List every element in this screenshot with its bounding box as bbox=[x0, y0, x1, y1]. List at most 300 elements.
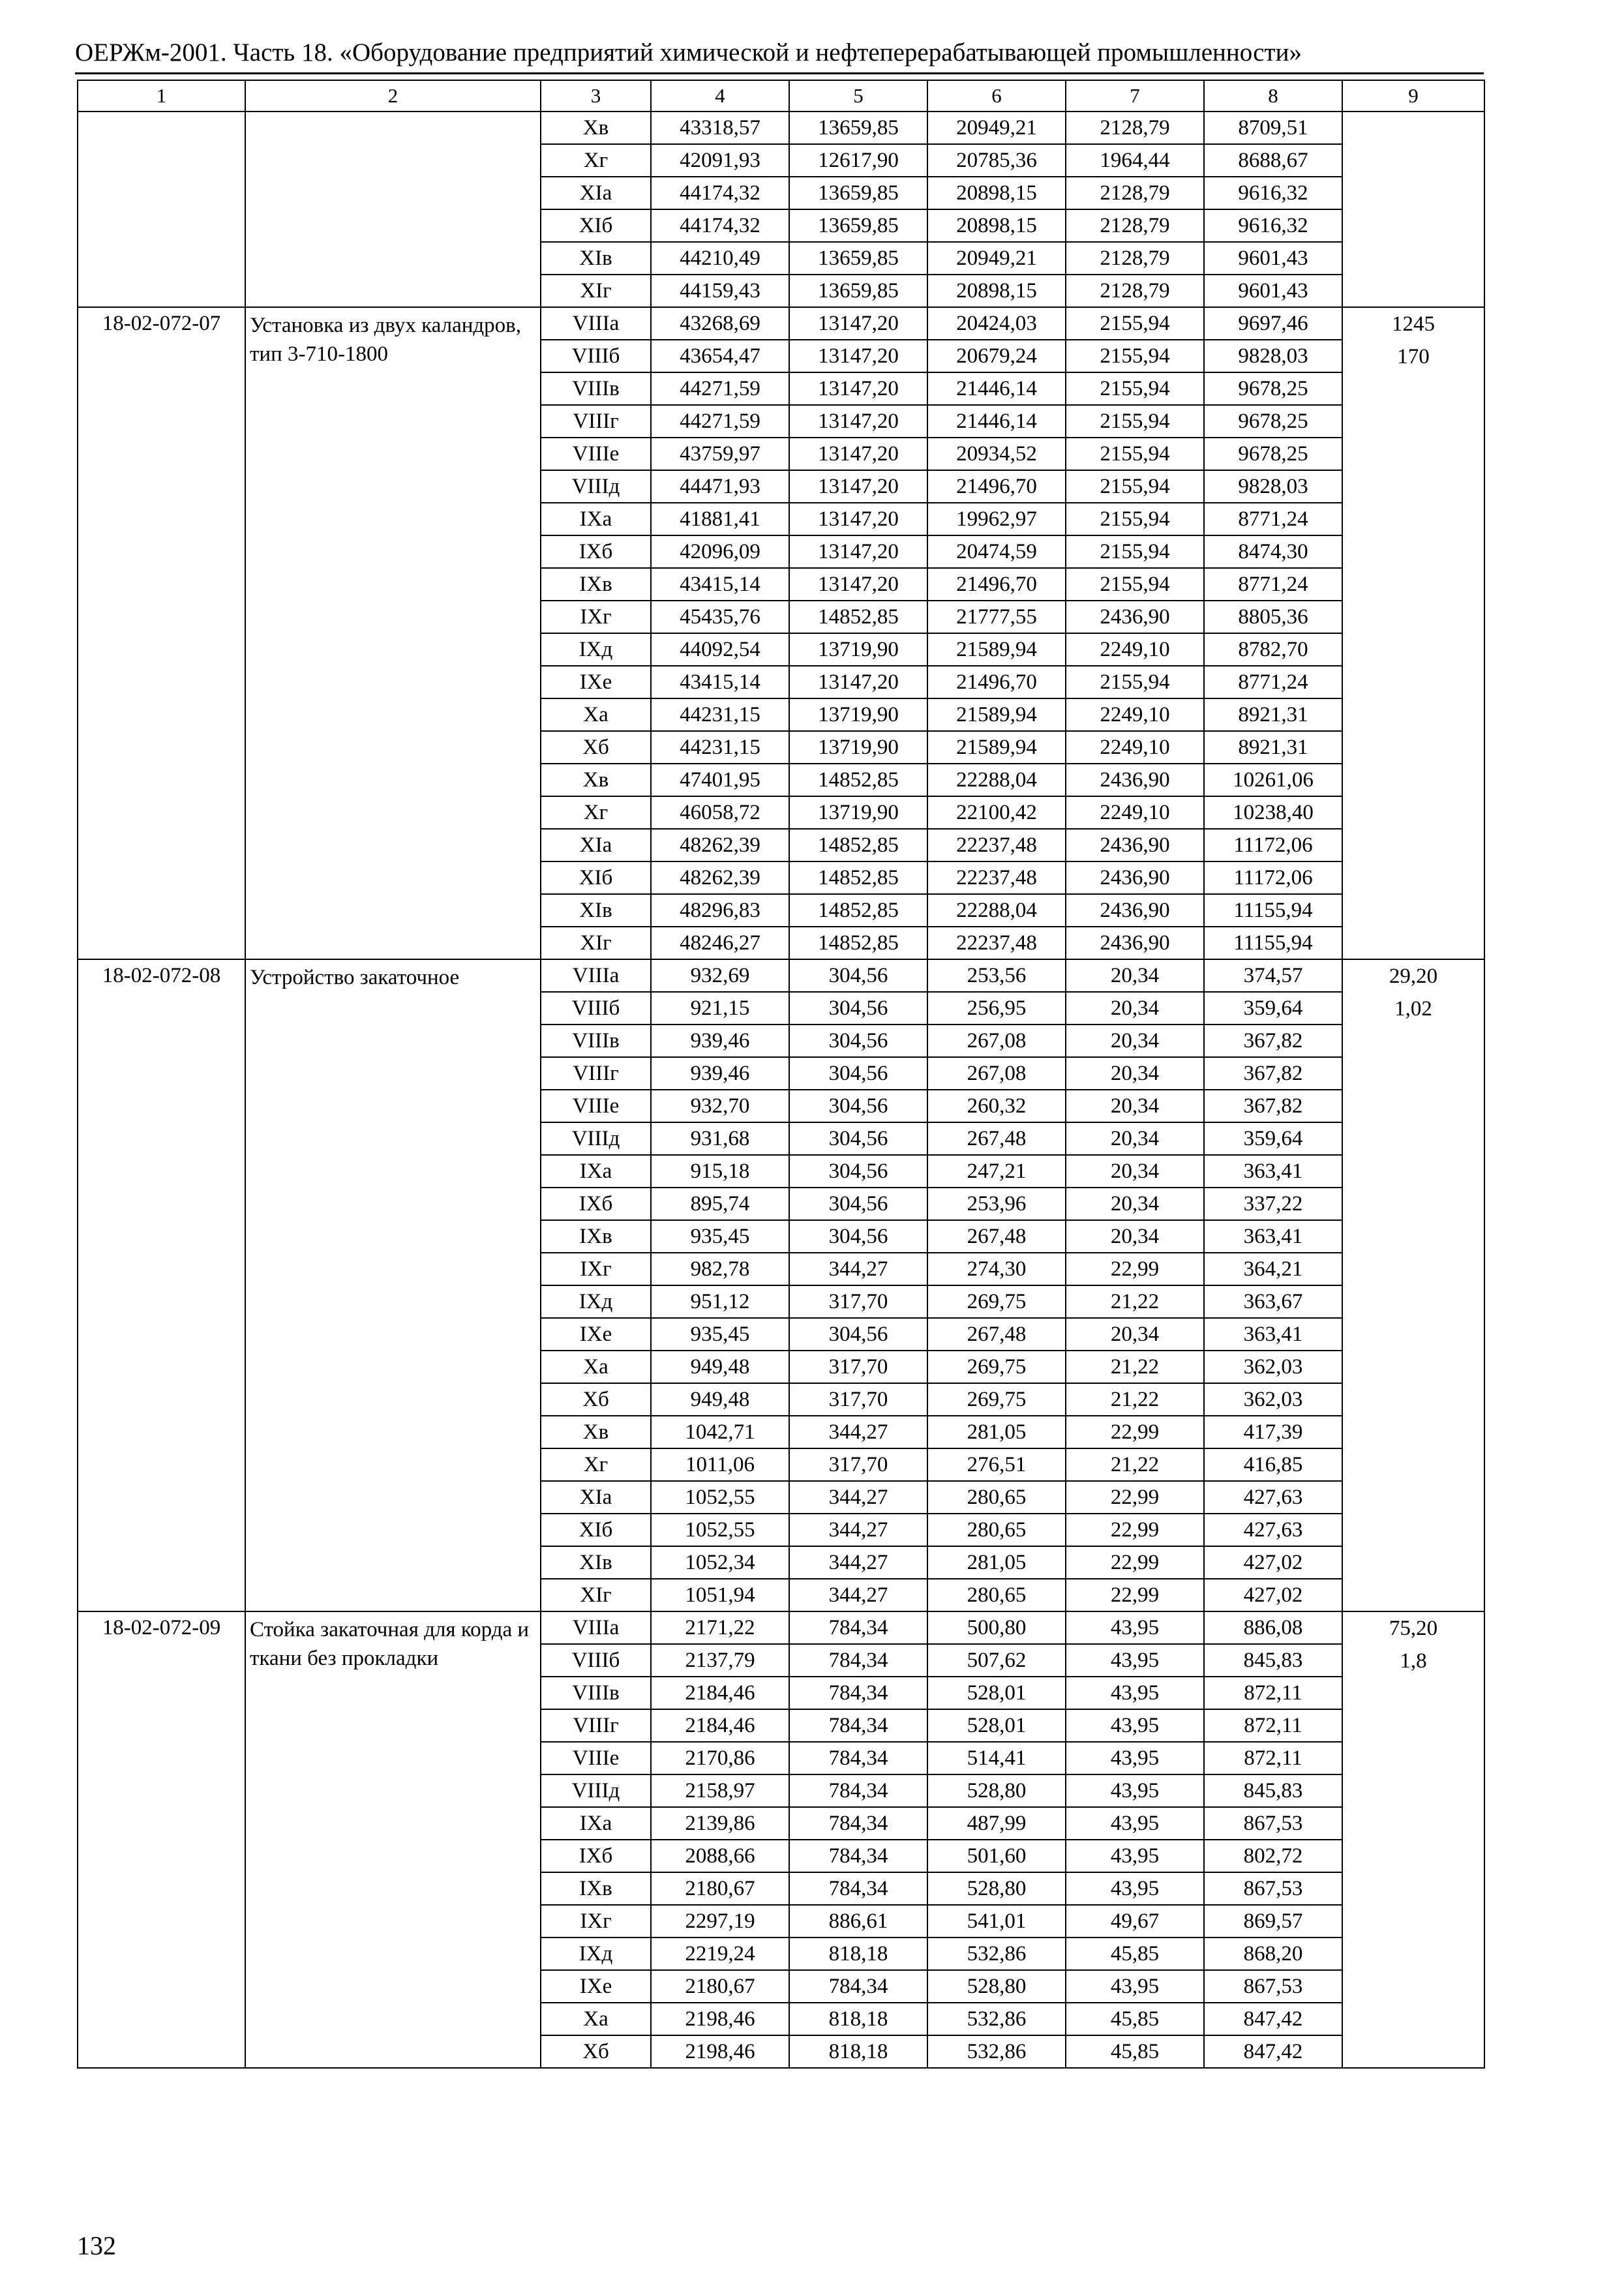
price-cell: 2249,10 bbox=[1066, 796, 1204, 829]
price-cell: 20,34 bbox=[1066, 1188, 1204, 1220]
column-number: 6 bbox=[927, 80, 1066, 112]
price-cell: 8782,70 bbox=[1204, 633, 1342, 666]
price-cell: 932,69 bbox=[651, 959, 789, 992]
price-cell: 2436,90 bbox=[1066, 601, 1204, 633]
region-code-cell: IXд bbox=[541, 1937, 651, 1970]
price-cell: 532,86 bbox=[927, 1937, 1066, 1970]
region-code-cell: IXв bbox=[541, 568, 651, 601]
price-cell: 47401,95 bbox=[651, 764, 789, 796]
price-cell: 417,39 bbox=[1204, 1416, 1342, 1448]
price-cell: 784,34 bbox=[789, 1970, 927, 2003]
region-code-cell: VIIIе bbox=[541, 1742, 651, 1774]
price-cell: 2249,10 bbox=[1066, 731, 1204, 764]
price-cell: 427,63 bbox=[1204, 1514, 1342, 1546]
price-cell: 13147,20 bbox=[789, 470, 927, 503]
price-cell: 541,01 bbox=[927, 1905, 1066, 1937]
price-cell: 20949,21 bbox=[927, 242, 1066, 275]
price-cell: 9678,25 bbox=[1204, 405, 1342, 438]
region-code-cell: VIIIд bbox=[541, 470, 651, 503]
resource-cell bbox=[1342, 959, 1484, 1611]
price-cell: 427,02 bbox=[1204, 1546, 1342, 1579]
region-code-cell: XIв bbox=[541, 242, 651, 275]
region-code-cell: Xа bbox=[541, 1351, 651, 1383]
price-cell: 2436,90 bbox=[1066, 927, 1204, 959]
price-cell: 43,95 bbox=[1066, 1611, 1204, 1644]
region-code-cell: XIа bbox=[541, 1481, 651, 1514]
price-cell: 2137,79 bbox=[651, 1644, 789, 1677]
price-cell: 267,48 bbox=[927, 1318, 1066, 1351]
price-cell: 20679,24 bbox=[927, 340, 1066, 372]
price-cell: 8921,31 bbox=[1204, 731, 1342, 764]
region-code-cell: Xв bbox=[541, 112, 651, 144]
price-cell: 784,34 bbox=[789, 1709, 927, 1742]
region-code-cell: Xв bbox=[541, 1416, 651, 1448]
price-cell: 8771,24 bbox=[1204, 568, 1342, 601]
price-cell: 784,34 bbox=[789, 1644, 927, 1677]
region-code-cell: XIг bbox=[541, 927, 651, 959]
column-number: 8 bbox=[1204, 80, 1342, 112]
price-cell: 304,56 bbox=[789, 1090, 927, 1122]
page-number: 132 bbox=[77, 2231, 116, 2260]
region-code-cell: VIIIб bbox=[541, 992, 651, 1025]
price-cell: 487,99 bbox=[927, 1807, 1066, 1840]
price-cell: 2180,67 bbox=[651, 1970, 789, 2003]
price-cell: 13659,85 bbox=[789, 177, 927, 209]
region-code-cell: VIIIд bbox=[541, 1774, 651, 1807]
price-cell: 20,34 bbox=[1066, 1090, 1204, 1122]
price-cell: 13659,85 bbox=[789, 112, 927, 144]
price-cell: 2128,79 bbox=[1066, 209, 1204, 242]
column-number-row bbox=[78, 80, 1484, 112]
price-cell: 20,34 bbox=[1066, 1155, 1204, 1188]
resource-cell bbox=[1342, 112, 1484, 307]
region-code-cell: IXг bbox=[541, 601, 651, 633]
price-cell: 939,46 bbox=[651, 1057, 789, 1090]
price-cell: 317,70 bbox=[789, 1448, 927, 1481]
region-code-cell: VIIIа bbox=[541, 1611, 651, 1644]
price-cell: 43,95 bbox=[1066, 1840, 1204, 1872]
price-cell: 20,34 bbox=[1066, 1318, 1204, 1351]
price-cell: 2128,79 bbox=[1066, 275, 1204, 307]
price-cell: 363,41 bbox=[1204, 1318, 1342, 1351]
price-cell: 22,99 bbox=[1066, 1546, 1204, 1579]
price-cell: 276,51 bbox=[927, 1448, 1066, 1481]
price-cell: 43,95 bbox=[1066, 1644, 1204, 1677]
price-cell: 11155,94 bbox=[1204, 894, 1342, 927]
price-cell: 935,45 bbox=[651, 1220, 789, 1253]
price-cell: 21496,70 bbox=[927, 666, 1066, 698]
price-cell: 363,67 bbox=[1204, 1285, 1342, 1318]
region-code-cell: Xа bbox=[541, 2003, 651, 2035]
region-code-cell: IXв bbox=[541, 1872, 651, 1905]
resource-value: 1245 bbox=[1392, 312, 1435, 336]
column-number: 2 bbox=[245, 80, 541, 112]
region-code-cell: VIIIг bbox=[541, 1057, 651, 1090]
column-number: 9 bbox=[1342, 80, 1484, 112]
price-cell: 895,74 bbox=[651, 1188, 789, 1220]
region-code-cell: IXа bbox=[541, 1155, 651, 1188]
price-cell: 872,11 bbox=[1204, 1742, 1342, 1774]
price-cell: 2128,79 bbox=[1066, 112, 1204, 144]
price-cell: 872,11 bbox=[1204, 1677, 1342, 1709]
price-cell: 784,34 bbox=[789, 1872, 927, 1905]
price-cell: 784,34 bbox=[789, 1611, 927, 1644]
price-cell: 42091,93 bbox=[651, 144, 789, 177]
price-cell: 8771,24 bbox=[1204, 666, 1342, 698]
price-cell: 44092,54 bbox=[651, 633, 789, 666]
price-cell: 915,18 bbox=[651, 1155, 789, 1188]
resource-cell bbox=[1342, 1611, 1484, 2068]
region-code-cell: Xв bbox=[541, 764, 651, 796]
item-name: Устройство закаточное bbox=[245, 959, 541, 1611]
price-cell: 43415,14 bbox=[651, 666, 789, 698]
item-code bbox=[78, 112, 245, 307]
price-cell: 304,56 bbox=[789, 1220, 927, 1253]
price-cell: 2184,46 bbox=[651, 1677, 789, 1709]
price-cell: 337,22 bbox=[1204, 1188, 1342, 1220]
region-code-cell: VIIIа bbox=[541, 307, 651, 340]
price-cell: 2180,67 bbox=[651, 1872, 789, 1905]
price-cell: 2155,94 bbox=[1066, 503, 1204, 535]
price-cell: 20898,15 bbox=[927, 177, 1066, 209]
price-cell: 280,65 bbox=[927, 1481, 1066, 1514]
price-cell: 784,34 bbox=[789, 1840, 927, 1872]
price-cell: 22237,48 bbox=[927, 861, 1066, 894]
price-cell: 921,15 bbox=[651, 992, 789, 1025]
price-cell: 872,11 bbox=[1204, 1709, 1342, 1742]
price-cell: 2155,94 bbox=[1066, 470, 1204, 503]
price-cell: 2170,86 bbox=[651, 1742, 789, 1774]
price-cell: 867,53 bbox=[1204, 1807, 1342, 1840]
price-cell: 1042,71 bbox=[651, 1416, 789, 1448]
price-cell: 344,27 bbox=[789, 1514, 927, 1546]
price-cell: 2184,46 bbox=[651, 1709, 789, 1742]
region-code-cell: Xа bbox=[541, 698, 651, 731]
price-cell: 43,95 bbox=[1066, 1872, 1204, 1905]
price-cell: 304,56 bbox=[789, 1318, 927, 1351]
price-cell: 9678,25 bbox=[1204, 438, 1342, 470]
price-cell: 45435,76 bbox=[651, 601, 789, 633]
region-code-cell: IXа bbox=[541, 503, 651, 535]
price-cell: 845,83 bbox=[1204, 1644, 1342, 1677]
price-cell: 280,65 bbox=[927, 1514, 1066, 1546]
price-table bbox=[77, 80, 1485, 2069]
price-cell: 2436,90 bbox=[1066, 894, 1204, 927]
price-cell: 41881,41 bbox=[651, 503, 789, 535]
price-cell: 344,27 bbox=[789, 1579, 927, 1611]
region-code-cell: IXе bbox=[541, 666, 651, 698]
region-code-cell: XIг bbox=[541, 275, 651, 307]
price-cell: 269,75 bbox=[927, 1285, 1066, 1318]
region-code-cell: IXе bbox=[541, 1970, 651, 2003]
region-code-cell: Xб bbox=[541, 731, 651, 764]
region-code-cell: Xб bbox=[541, 2035, 651, 2068]
price-cell: 367,82 bbox=[1204, 1090, 1342, 1122]
price-cell: 281,05 bbox=[927, 1546, 1066, 1579]
price-cell: 20,34 bbox=[1066, 1220, 1204, 1253]
resource-value: 1,02 bbox=[1394, 997, 1432, 1021]
price-cell: 21446,14 bbox=[927, 405, 1066, 438]
price-cell: 2155,94 bbox=[1066, 666, 1204, 698]
price-cell: 2171,22 bbox=[651, 1611, 789, 1644]
price-cell: 20,34 bbox=[1066, 1025, 1204, 1057]
price-cell: 8688,67 bbox=[1204, 144, 1342, 177]
price-cell: 845,83 bbox=[1204, 1774, 1342, 1807]
price-cell: 2155,94 bbox=[1066, 438, 1204, 470]
price-cell: 1052,55 bbox=[651, 1481, 789, 1514]
region-code-cell: Xг bbox=[541, 144, 651, 177]
price-cell: 43318,57 bbox=[651, 112, 789, 144]
region-code-cell: VIIIе bbox=[541, 438, 651, 470]
price-cell: 21,22 bbox=[1066, 1285, 1204, 1318]
price-cell: 304,56 bbox=[789, 1025, 927, 1057]
price-cell: 19962,97 bbox=[927, 503, 1066, 535]
price-cell: 500,80 bbox=[927, 1611, 1066, 1644]
price-cell: 304,56 bbox=[789, 1057, 927, 1090]
price-cell: 44271,59 bbox=[651, 405, 789, 438]
price-cell: 2436,90 bbox=[1066, 829, 1204, 861]
price-cell: 22100,42 bbox=[927, 796, 1066, 829]
price-cell: 43,95 bbox=[1066, 1807, 1204, 1840]
item-name: Установка из двух каландров, тип 3-710-1800 bbox=[245, 307, 541, 959]
price-cell: 344,27 bbox=[789, 1253, 927, 1285]
price-cell: 949,48 bbox=[651, 1351, 789, 1383]
price-cell: 304,56 bbox=[789, 1188, 927, 1220]
price-cell: 43415,14 bbox=[651, 568, 789, 601]
price-cell: 818,18 bbox=[789, 2035, 927, 2068]
region-code-cell: VIIIд bbox=[541, 1122, 651, 1155]
price-cell: 367,82 bbox=[1204, 1025, 1342, 1057]
price-cell: 42096,09 bbox=[651, 535, 789, 568]
price-cell: 362,03 bbox=[1204, 1351, 1342, 1383]
price-cell: 2219,24 bbox=[651, 1937, 789, 1970]
price-cell: 2155,94 bbox=[1066, 405, 1204, 438]
price-cell: 939,46 bbox=[651, 1025, 789, 1057]
region-code-cell: XIв bbox=[541, 1546, 651, 1579]
price-cell: 13147,20 bbox=[789, 568, 927, 601]
price-cell: 21589,94 bbox=[927, 633, 1066, 666]
price-cell: 43759,97 bbox=[651, 438, 789, 470]
price-cell: 13147,20 bbox=[789, 372, 927, 405]
price-cell: 951,12 bbox=[651, 1285, 789, 1318]
region-code-cell: Xг bbox=[541, 1448, 651, 1481]
region-code-cell: VIIIб bbox=[541, 340, 651, 372]
price-cell: 8921,31 bbox=[1204, 698, 1342, 731]
price-cell: 21496,70 bbox=[927, 470, 1066, 503]
region-code-cell: IXб bbox=[541, 1188, 651, 1220]
price-cell: 43,95 bbox=[1066, 1677, 1204, 1709]
price-cell: 13659,85 bbox=[789, 209, 927, 242]
price-cell: 253,96 bbox=[927, 1188, 1066, 1220]
price-cell: 22237,48 bbox=[927, 927, 1066, 959]
region-code-cell: Xг bbox=[541, 796, 651, 829]
header-rule bbox=[75, 72, 1484, 74]
price-cell: 22,99 bbox=[1066, 1253, 1204, 1285]
price-cell: 13659,85 bbox=[789, 242, 927, 275]
price-cell: 932,70 bbox=[651, 1090, 789, 1122]
price-cell: 44231,15 bbox=[651, 731, 789, 764]
region-code-cell: VIIIв bbox=[541, 1677, 651, 1709]
column-number: 3 bbox=[541, 80, 651, 112]
price-cell: 45,85 bbox=[1066, 2003, 1204, 2035]
price-cell: 22,99 bbox=[1066, 1514, 1204, 1546]
price-cell: 818,18 bbox=[789, 1937, 927, 1970]
price-cell: 48262,39 bbox=[651, 829, 789, 861]
price-cell: 317,70 bbox=[789, 1351, 927, 1383]
price-cell: 2088,66 bbox=[651, 1840, 789, 1872]
price-cell: 1011,06 bbox=[651, 1448, 789, 1481]
price-cell: 847,42 bbox=[1204, 2003, 1342, 2035]
price-cell: 267,08 bbox=[927, 1025, 1066, 1057]
price-cell: 2139,86 bbox=[651, 1807, 789, 1840]
price-cell: 20949,21 bbox=[927, 112, 1066, 144]
price-cell: 362,03 bbox=[1204, 1383, 1342, 1416]
price-cell: 13147,20 bbox=[789, 307, 927, 340]
region-code-cell: IXб bbox=[541, 535, 651, 568]
price-cell: 44174,32 bbox=[651, 209, 789, 242]
price-cell: 528,80 bbox=[927, 1774, 1066, 1807]
price-cell: 45,85 bbox=[1066, 1937, 1204, 1970]
price-cell: 784,34 bbox=[789, 1677, 927, 1709]
resource-cell bbox=[1342, 307, 1484, 959]
region-code-cell: VIIIа bbox=[541, 959, 651, 992]
price-cell: 931,68 bbox=[651, 1122, 789, 1155]
price-cell: 14852,85 bbox=[789, 894, 927, 927]
price-cell: 2436,90 bbox=[1066, 764, 1204, 796]
price-cell: 363,41 bbox=[1204, 1220, 1342, 1253]
price-cell: 532,86 bbox=[927, 2035, 1066, 2068]
price-cell: 13147,20 bbox=[789, 405, 927, 438]
price-cell: 2436,90 bbox=[1066, 861, 1204, 894]
price-cell: 21,22 bbox=[1066, 1448, 1204, 1481]
price-cell: 304,56 bbox=[789, 1155, 927, 1188]
price-cell: 304,56 bbox=[789, 1122, 927, 1155]
price-cell: 2155,94 bbox=[1066, 372, 1204, 405]
price-cell: 269,75 bbox=[927, 1383, 1066, 1416]
price-cell: 20,34 bbox=[1066, 1057, 1204, 1090]
price-cell: 9828,03 bbox=[1204, 470, 1342, 503]
price-cell: 21496,70 bbox=[927, 568, 1066, 601]
page-header-title: ОЕРЖм-2001. Часть 18. «Оборудование предприятий химической и нефтеперерабатывающей промышленности» bbox=[75, 38, 1302, 67]
price-cell: 43,95 bbox=[1066, 1742, 1204, 1774]
price-cell: 48262,39 bbox=[651, 861, 789, 894]
price-cell: 20,34 bbox=[1066, 959, 1204, 992]
item-name: Стойка закаточная для корда и ткани без прокладки bbox=[245, 1611, 541, 2068]
table-body bbox=[78, 80, 1484, 2068]
price-cell: 22237,48 bbox=[927, 829, 1066, 861]
price-cell: 528,01 bbox=[927, 1677, 1066, 1709]
price-cell: 13659,85 bbox=[789, 275, 927, 307]
price-cell: 44210,49 bbox=[651, 242, 789, 275]
price-cell: 886,61 bbox=[789, 1905, 927, 1937]
price-cell: 43654,47 bbox=[651, 340, 789, 372]
price-cell: 10261,06 bbox=[1204, 764, 1342, 796]
price-cell: 359,64 bbox=[1204, 992, 1342, 1025]
price-cell: 43,95 bbox=[1066, 1970, 1204, 2003]
price-cell: 20934,52 bbox=[927, 438, 1066, 470]
price-cell: 14852,85 bbox=[789, 829, 927, 861]
price-cell: 48246,27 bbox=[651, 927, 789, 959]
resource-value: 29,20 bbox=[1389, 965, 1438, 988]
price-cell: 43268,69 bbox=[651, 307, 789, 340]
price-cell: 514,41 bbox=[927, 1742, 1066, 1774]
price-cell: 22288,04 bbox=[927, 764, 1066, 796]
price-cell: 1052,55 bbox=[651, 1514, 789, 1546]
price-cell: 267,08 bbox=[927, 1057, 1066, 1090]
price-cell: 949,48 bbox=[651, 1383, 789, 1416]
price-cell: 344,27 bbox=[789, 1481, 927, 1514]
price-cell: 427,63 bbox=[1204, 1481, 1342, 1514]
price-cell: 2128,79 bbox=[1066, 177, 1204, 209]
price-cell: 2198,46 bbox=[651, 2003, 789, 2035]
price-cell: 528,80 bbox=[927, 1970, 1066, 2003]
price-cell: 49,67 bbox=[1066, 1905, 1204, 1937]
price-cell: 364,21 bbox=[1204, 1253, 1342, 1285]
price-cell: 507,62 bbox=[927, 1644, 1066, 1677]
column-number: 4 bbox=[651, 80, 789, 112]
price-cell: 344,27 bbox=[789, 1416, 927, 1448]
price-cell: 367,82 bbox=[1204, 1057, 1342, 1090]
price-cell: 21777,55 bbox=[927, 601, 1066, 633]
resource-value: 1,8 bbox=[1400, 1649, 1427, 1673]
price-cell: 45,85 bbox=[1066, 2035, 1204, 2068]
price-cell: 847,42 bbox=[1204, 2035, 1342, 2068]
price-cell: 886,08 bbox=[1204, 1611, 1342, 1644]
price-cell: 13147,20 bbox=[789, 438, 927, 470]
region-code-cell: XIб bbox=[541, 1514, 651, 1546]
price-cell: 2249,10 bbox=[1066, 698, 1204, 731]
region-code-cell: IXб bbox=[541, 1840, 651, 1872]
price-cell: 280,65 bbox=[927, 1579, 1066, 1611]
price-cell: 359,64 bbox=[1204, 1122, 1342, 1155]
price-cell: 22,99 bbox=[1066, 1579, 1204, 1611]
region-code-cell: XIб bbox=[541, 861, 651, 894]
region-code-cell: IXг bbox=[541, 1905, 651, 1937]
price-cell: 21589,94 bbox=[927, 731, 1066, 764]
price-cell: 20898,15 bbox=[927, 209, 1066, 242]
price-cell: 1964,44 bbox=[1066, 144, 1204, 177]
price-cell: 2155,94 bbox=[1066, 568, 1204, 601]
price-cell: 363,41 bbox=[1204, 1155, 1342, 1188]
price-cell: 9697,46 bbox=[1204, 307, 1342, 340]
price-cell: 21589,94 bbox=[927, 698, 1066, 731]
price-cell: 14852,85 bbox=[789, 601, 927, 633]
price-cell: 2155,94 bbox=[1066, 340, 1204, 372]
price-cell: 13719,90 bbox=[789, 698, 927, 731]
price-cell: 14852,85 bbox=[789, 764, 927, 796]
price-cell: 9616,32 bbox=[1204, 209, 1342, 242]
column-number: 7 bbox=[1066, 80, 1204, 112]
price-cell: 281,05 bbox=[927, 1416, 1066, 1448]
price-cell: 20785,36 bbox=[927, 144, 1066, 177]
price-cell: 304,56 bbox=[789, 992, 927, 1025]
price-cell: 11172,06 bbox=[1204, 829, 1342, 861]
price-cell: 22,99 bbox=[1066, 1416, 1204, 1448]
item-code: 18-02-072-07 bbox=[78, 307, 245, 959]
price-cell: 13147,20 bbox=[789, 666, 927, 698]
region-code-cell: Xб bbox=[541, 1383, 651, 1416]
region-code-cell: VIIIг bbox=[541, 1709, 651, 1742]
price-cell: 867,53 bbox=[1204, 1970, 1342, 2003]
price-cell: 10238,40 bbox=[1204, 796, 1342, 829]
price-cell: 21,22 bbox=[1066, 1351, 1204, 1383]
region-code-cell: IXе bbox=[541, 1318, 651, 1351]
price-cell: 21446,14 bbox=[927, 372, 1066, 405]
region-code-cell: IXд bbox=[541, 633, 651, 666]
price-cell: 247,21 bbox=[927, 1155, 1066, 1188]
price-cell: 528,01 bbox=[927, 1709, 1066, 1742]
item-code: 18-02-072-09 bbox=[78, 1611, 245, 2068]
